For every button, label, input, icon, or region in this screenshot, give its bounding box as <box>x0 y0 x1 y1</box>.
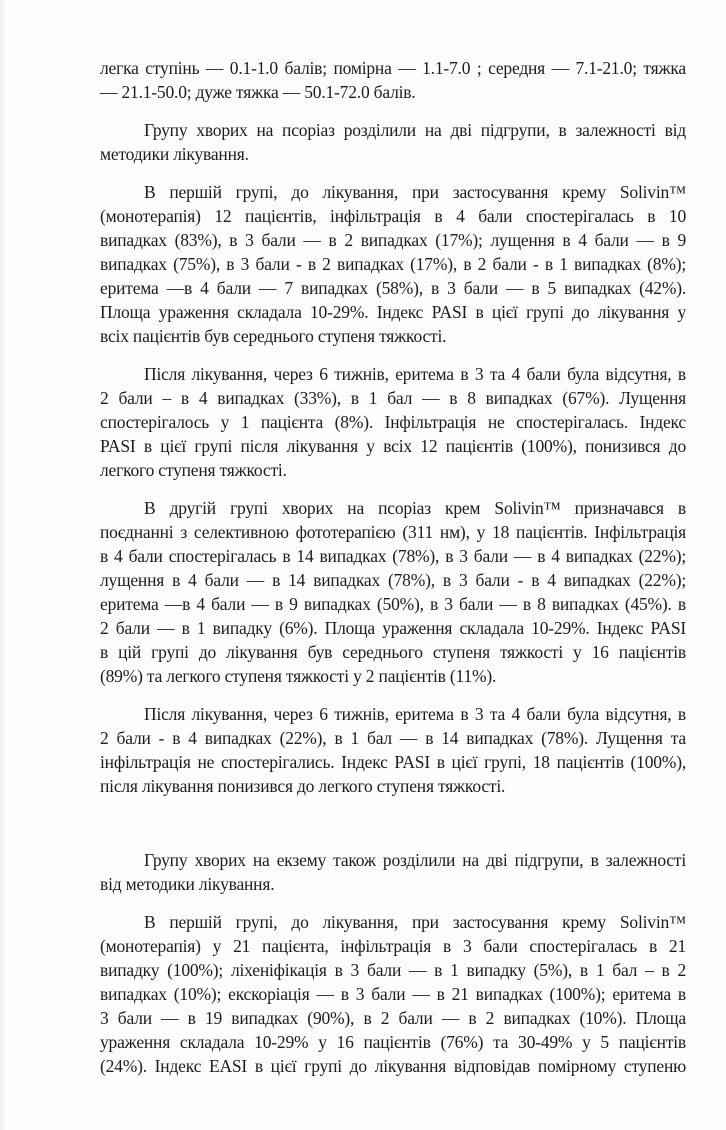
text-line: ураження складала 10-29% у 16 пацієнтів (76%) та 30-49% у 5 пацієнтів <box>100 1032 686 1052</box>
text-line: 2 бали - в 4 випадках (22%), в 1 бал — в 14 випадках (78%). Лущення та <box>100 728 686 748</box>
paragraph-eczema-group1-before <box>100 910 686 1078</box>
text-line: Групу хворих на екзему також розділили на дві підгрупи, в залежності <box>144 850 686 870</box>
text-line: лущення в 4 бали — в 14 випадках (78%), в 3 бали - в 4 випадках (22%); <box>100 570 686 590</box>
text-line: В першій групі, до лікування, при застосування крему Solivin™ <box>144 912 686 932</box>
text-line: Після лікування, через 6 тижнів, еритема в 3 та 4 бали була відсутня, в <box>144 704 686 724</box>
text-line: (монотерапія) у 21 пацієнта, інфільтрація в 3 бали спостерігалась в 21 <box>100 936 686 956</box>
paragraph-psoriasis-group1-after <box>100 362 686 482</box>
text-line: випадках (83%), в 3 бали — в 2 випадках (17%); лущення в 4 бали — в 9 <box>100 230 686 250</box>
paragraph-psoriasis-group2-after <box>100 702 686 798</box>
paragraph-psoriasis-group1-before <box>100 180 686 348</box>
text-line: методики лікування. <box>100 144 249 164</box>
text-line: поєднанні з селективною фототерапією (311 нм), у 18 пацієнтів. Інфільтрація <box>100 522 686 542</box>
text-line: 2 бали – в 4 випадках (33%), в 1 бал — в 8 випадках (67%). Лущення <box>100 388 686 408</box>
text-line: В першій групі, до лікування, при застосування крему Solivin™ <box>144 182 686 202</box>
text-line: Площа ураження складала 10-29%. Індекс PASI в цієї групі до лікування у <box>100 302 686 322</box>
text-line: 2 бали — в 1 випадку (6%). Площа ураження складала 10-29%. Індекс PASI <box>100 618 686 638</box>
text-line: в 4 бали спостерігалась в 14 випадках (78%), в 3 бали — в 4 випадках (22%); <box>100 546 686 566</box>
text-line: легкого ступеня тяжкості. <box>100 460 287 480</box>
text-line: випадку (100%); ліхеніфікація в 3 бали — в 1 випадку (5%), в 1 бал – в 2 <box>100 960 686 980</box>
paragraph-psoriasis-subgroups <box>100 118 686 166</box>
text-line: в цій групі до лікування був середнього ступеня тяжкості у 16 пацієнтів <box>100 642 686 662</box>
text-line: В другій групі хворих на псоріаз крем Solivin™ призначався в <box>144 498 686 518</box>
text-line: — 21.1-50.0; дуже тяжка — 50.1-72.0 балів. <box>100 82 416 102</box>
text-line: PASI в цієї групі після лікування у всіх 12 пацієнтів (100%), понизився до <box>100 436 686 456</box>
text-line: випадках (10%); екскоріація — в 3 бали — в 21 випадках (100%); еритема в <box>100 984 686 1004</box>
paragraph-eczema-subgroups <box>100 848 686 896</box>
text-line: еритема —в 4 бали — в 9 випадках (50%), в 3 бали — в 8 випадках (45%). в <box>100 594 686 614</box>
text-line: від методики лікування. <box>100 874 275 894</box>
text-line: випадках (75%), в 3 бали - в 2 випадках (17%), в 2 бали - в 1 випадках (8%); <box>100 254 686 274</box>
text-line: 3 бали — в 19 випадках (90%), в 2 бали — в 2 випадках (10%). Площа <box>100 1008 686 1028</box>
text-line: (89%) та легкого ступеня тяжкості у 2 пацієнтів (11%). <box>100 666 497 686</box>
text-line: еритема —в 4 бали — 7 випадках (58%), в 3 бали — в 5 випадках (42%). <box>100 278 686 298</box>
text-line: (24%). Індекс EASI в цієї групі до лікування відповідав помірному ступеню <box>100 1056 686 1076</box>
text-line: (монотерапія) 12 пацієнтів, інфільтрація в 4 бали спостерігалась в 10 <box>100 206 686 226</box>
text-line: всіх пацієнтів був середнього ступеня тяжкості. <box>100 326 447 346</box>
text-line: інфільтрація не спостерігались. Індекс PASI в цієї групі, 18 пацієнтів (100%), <box>100 752 686 772</box>
text-line: Після лікування, через 6 тижнів, еритема в 3 та 4 бали була відсутня, в <box>144 364 686 384</box>
paragraph-psoriasis-group2-before <box>100 496 686 688</box>
text-line: після лікування понизився до легкого ступеня тяжкості. <box>100 776 506 796</box>
paragraph-severity-scale <box>100 56 686 104</box>
scan-edge-shadow <box>0 0 6 1130</box>
text-line: легка ступінь — 0.1-1.0 балів; помірна — 1.1-7.0 ; середня — 7.1-21.0; тяжка <box>100 58 686 78</box>
text-line: спостерігалось у 1 пацієнта (8%). Інфільтрація не спостерігалась. Індекс <box>100 412 686 432</box>
text-line: Групу хворих на псоріаз розділили на дві підгрупи, в залежності від <box>144 120 686 140</box>
